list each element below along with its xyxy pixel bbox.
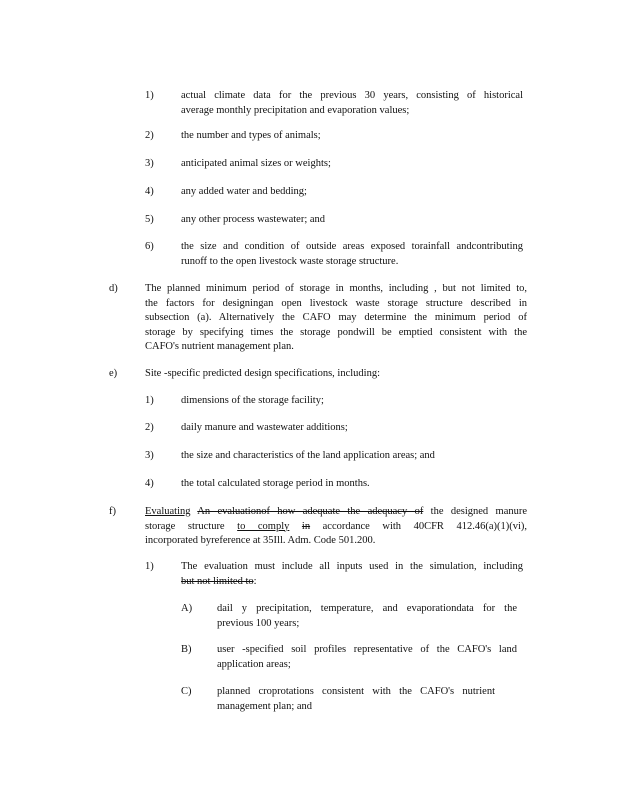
item-text: daily manure and wastewater additions; — [181, 422, 348, 433]
item-text: The evaluation must include all inputs used in the simulation, including but not limited to: — [181, 561, 523, 587]
item-text: any other process wastewater; and — [181, 214, 326, 225]
inserted-text: to comply — [237, 520, 290, 532]
inserted-text: Evaluating — [145, 506, 191, 517]
item-text: Site -specific predicted design specifications, including: — [145, 368, 381, 379]
item-text: anticipated animal sizes or weights; — [181, 158, 331, 169]
item-label: e) — [109, 368, 118, 379]
item-label: 1) — [145, 561, 154, 572]
item-label: 5) — [145, 214, 154, 225]
item-text: the number and types of animals; — [181, 130, 321, 141]
item-label: 3) — [145, 158, 154, 169]
item-label: 6) — [145, 241, 154, 252]
item-text: The planned minimum period of storage in months, including , but not limited to, the factors for designingan open livestock waste storage structure described in subsection (a). Alternatively the CAFO may determine the minimum period of storage by specifying times the storage pondwill be emptied consistent with the CAFO's nutrient management plan. — [145, 283, 527, 352]
item-text: dail y precipitation, temperature, and evaporationdata for the previous 100 years; — [217, 603, 517, 629]
item-text: the total calculated storage period in months. — [181, 478, 370, 489]
item-text: user -specified soil profiles representative of the CAFO's land application areas; — [217, 644, 517, 670]
item-label: B) — [181, 644, 192, 655]
item-label: 4) — [145, 186, 154, 197]
item-label: 2) — [145, 130, 154, 141]
item-label: 1) — [145, 395, 154, 406]
deleted-text: An evaluationof how adequate the adequacy of — [197, 506, 424, 517]
item-label: 4) — [145, 478, 154, 489]
item-text: dimensions of the storage facility; — [181, 395, 324, 406]
deleted-text: in — [301, 520, 311, 532]
deleted-text: but not limited to — [181, 575, 254, 587]
item-text: the size and characteristics of the land application areas; and — [181, 450, 435, 461]
item-label: f) — [109, 506, 116, 517]
item-label: d) — [109, 283, 118, 294]
item-label: 1) — [145, 90, 154, 101]
item-label: C) — [181, 686, 192, 697]
item-text: Evaluating An evaluationof how adequate the adequacy of the designed manure storage structure to comply in accordance with 40CFR 412.46(a)(1)(vi), incorporated byreference at 35Ill. Adm. Code 501.200. — [145, 506, 528, 546]
item-text: actual climate data for the previous 30 years, consisting of historical average monthly precipitation and evaporation values; — [181, 90, 523, 116]
item-label: 2) — [145, 422, 154, 433]
item-text: the size and condition of outside areas exposed torainfall andcontributing runoff to the open livestock waste storage structure. — [181, 241, 523, 267]
item-label: A) — [181, 603, 193, 614]
item-text: any added water and bedding; — [181, 186, 307, 197]
item-text: planned croprotations consistent with the CAFO's nutrient management plan; and — [217, 686, 495, 712]
item-label: 3) — [145, 450, 154, 461]
